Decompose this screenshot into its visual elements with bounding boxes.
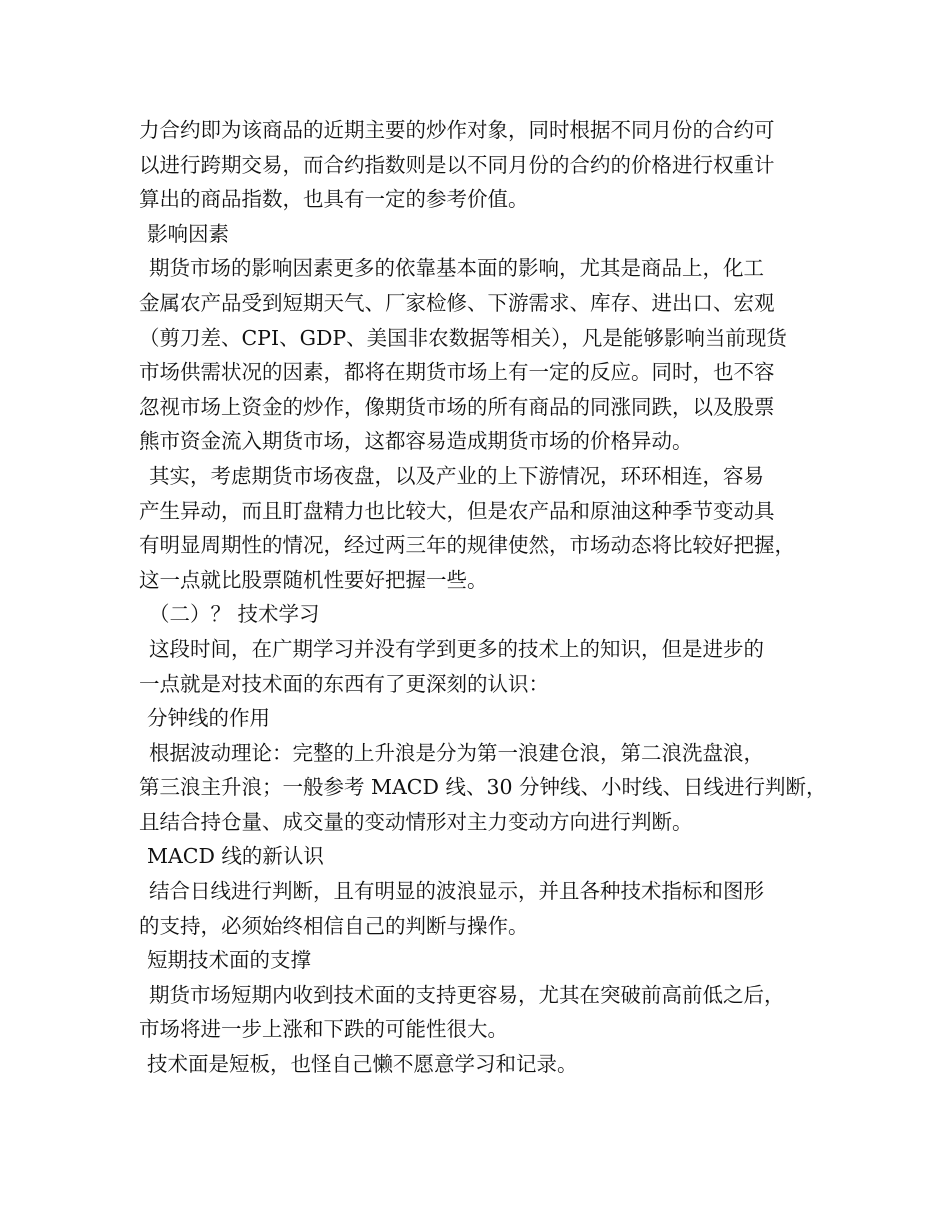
document-body: [139, 113, 839, 1082]
text-line: 第三浪主升浪；一般参考 MACD 线、30 分钟线、小时线、日线进行判断，: [139, 775, 827, 800]
section-heading: （二）？ 技术学习: [149, 602, 320, 627]
text-line: 结合日线进行判断，且有明显的波浪显示，并且各种技术指标和图形: [149, 879, 764, 904]
text-line: 算出的商品指数，也具有一定的参考价值。: [139, 187, 529, 212]
text-line: 力合约即为该商品的近期主要的炒作对象，同时根据不同月份的合约可: [139, 118, 775, 142]
text-line: 熊市资金流入期货市场，这都容易造成期货市场的价格异动。: [139, 429, 693, 454]
text-line: 这一点就比股票随机性要好把握一些。: [139, 567, 488, 592]
section-heading: 影响因素: [147, 221, 229, 246]
section-heading: 短期技术面的支撑: [147, 948, 311, 973]
text-line: 忽视市场上资金的炒作，像期货市场的所有商品的同涨同跌，以及股票: [139, 394, 775, 419]
text-line: 以进行跨期交易，而合约指数则是以不同月份的合约的价格进行权重计: [139, 152, 775, 177]
text-line: 产生异动，而且盯盘精力也比较大，但是农产品和原油这种季节变动具: [139, 498, 775, 523]
text-line: 期货市场短期内收到技术面的支持更容易，尤其在突破前高前低之后，: [149, 982, 785, 1007]
text-line: 技术面是短板，也怪自己懒不愿意学习和记录。: [147, 1052, 578, 1077]
text-line: 有明显周期性的情况，经过两三年的规律使然，市场动态将比较好把握，: [139, 533, 795, 558]
section-heading: 分钟线的作用: [147, 706, 270, 731]
text-line: 的支持，必须始终相信自己的判断与操作。: [139, 913, 529, 938]
text-line: 期货市场的影响因素更多的依靠基本面的影响，尤其是商品上，化工: [149, 256, 764, 281]
text-line: 其实，考虑期货市场夜盘，以及产业的上下游情况，环环相连，容易: [149, 463, 764, 488]
text-line: 且结合持仓量、成交量的变动情形对主力变动方向进行判断。: [139, 809, 693, 834]
text-line: （剪刀差、CPI、GDP、美国非农数据等相关），凡是能够影响当前现货: [139, 325, 787, 350]
text-line: 市场将进一步上涨和下跌的可能性很大。: [139, 1017, 508, 1042]
text-line: 金属农产品受到短期天气、厂家检修、下游需求、库存、进出口、宏观: [139, 290, 775, 315]
text-line: 根据波动理论：完整的上升浪是分为第一浪建仓浪，第二浪洗盘浪，: [149, 740, 764, 765]
text-line: 市场供需状况的因素，都将在期货市场上有一定的反应。同时，也不容: [139, 360, 775, 385]
section-heading: MACD 线的新认识: [147, 844, 324, 869]
text-line: 一点就是对技术面的东西有了更深刻的认识：: [139, 671, 549, 696]
text-line: 这段时间，在广期学习并没有学到更多的技术上的知识，但是进步的: [149, 636, 764, 661]
